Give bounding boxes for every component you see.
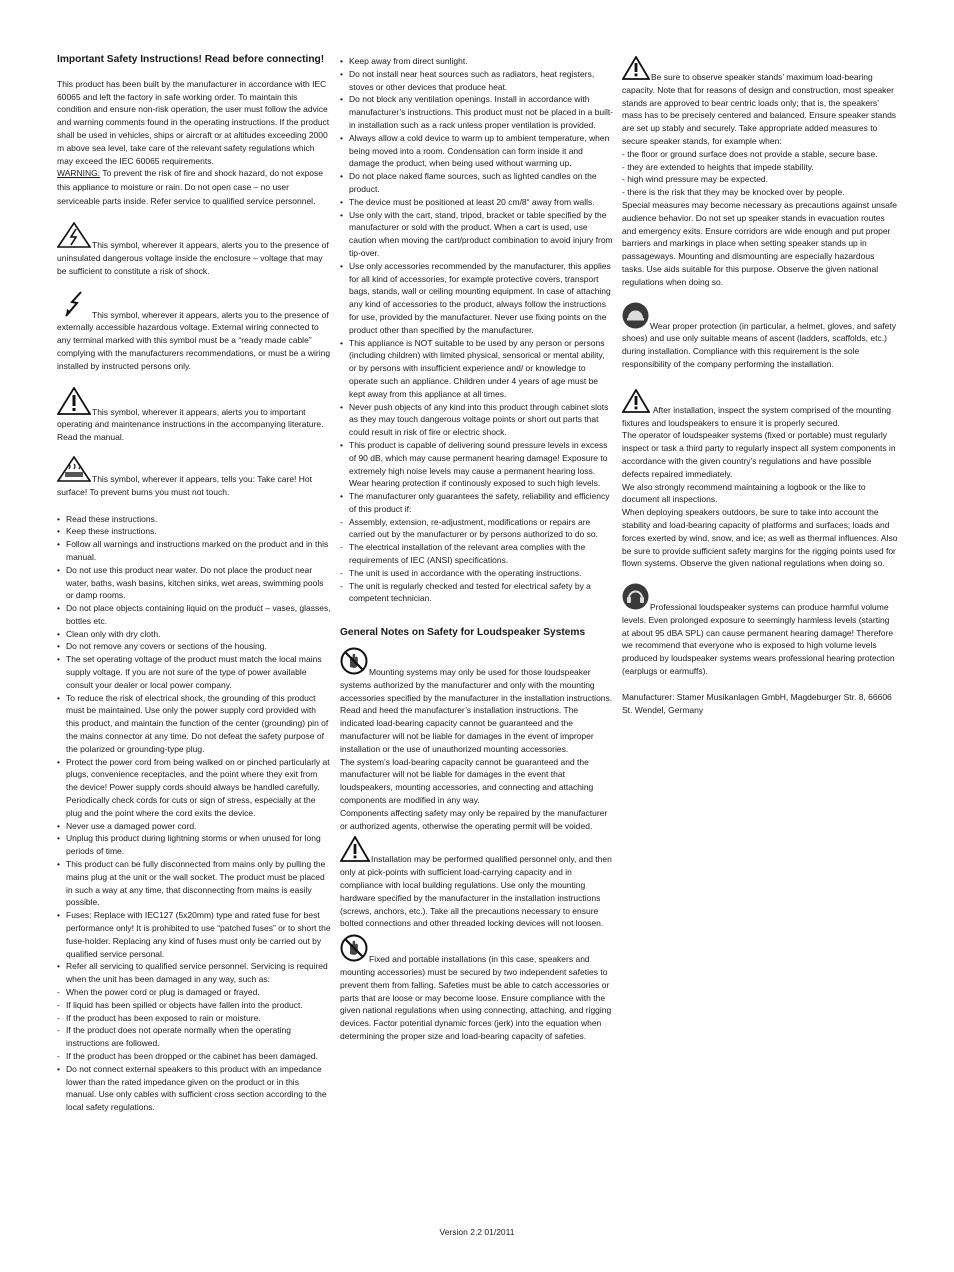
list-item: - high wind pressure may be expected. [622,174,769,185]
list-item: • The manufacturer only guarantees the safety, reliability and efficiency of this product if: [340,490,614,516]
list-item: • Never push objects of any kind into this product through cabinet slots as they may touch dangerous voltage points or short out parts that could result in risk of fire or electric shock. [340,401,614,439]
list-item: • Never use a damaged power cord. [57,820,331,833]
intro-paragraph: This product has been built by the manufacturer in accordance with IEC 60065 and left the factory in safe working order. To maintain this condition and ensure non-risk operation, the user must follow the advice and warning comments found in the operating instructions. If the product shall be used in vehicles, ships or aircraft or at altitudes exceeding 2000 m above sea level, take care of the relevant safety regulations which may exceed the IEC 60065 requirements. [57,78,330,166]
list-item: • Keep these instructions. [57,525,331,538]
symbol-hot-surface [57,456,331,499]
ear-protection-icon [622,583,649,614]
column-1 [57,52,331,1114]
list-item: • Read these instructions. [57,513,331,526]
list-item: - there is the risk that they may be knocked over by people. [622,187,845,198]
components-paragraph: Components affecting safety may only be repaired by the manufacturer or authorized agents, otherwise the operating permit will be voided. [340,807,608,831]
symbol-lightning-triangle [57,222,331,277]
list-item: • Protect the power cord from being walked on or pinched particularly at plugs, convenience receptacles, and the point where they exit from the device! Power supply cords should always be handled carefully. Periodically check cords for cuts or sign of stress, especially at the plug and the point where the cord exits the device. [57,756,331,820]
list-item: - The electrical installation of the relevant area complies with the requirements of IEC (ANSI) specifications. [340,542,586,566]
load-bearing-paragraph: The system’s load-bearing capacity cannot be guaranteed and the manufacturer will not be liable for damages in the event that loudspeakers, mounting accessories, and connecting and attaching components are modified in any way. [340,756,594,806]
list-item: • Clean only with dry cloth. [57,628,331,641]
no-hand-icon [340,647,368,679]
list-item: • To reduce the risk of electrical shock, the grounding of this product must be maintained. Use only the power supply cord provided with this product, and maintain the function of the center (grounding) pin of the mains connector at any time. Do not defeat the safety purpose of the polarized or grounding-type plug. [57,692,331,756]
list-item: - When the power cord or plug is damaged or frayed. [57,987,260,997]
paragraph-text: Fixed and portable installations (in this case, speakers and mounting accessories) must be secured by two independent safeties to prevent them from falling. Safeties must be able to catch accessories or parts that are loose or may become loose. Ensure compliance with the given national regulations when using connecting, attaching, and rigging devices. Factor potential dynamic forces (jerk) into the equation when determining the proper size and load-bearing capacity of safeties. [340,954,612,1041]
helmet-icon [622,302,649,333]
list-item: - The unit is used in accordance with the operating instructions. [340,567,582,578]
list-item: • Always allow a cold device to warm up to ambient temperature, when being moved into a room. Condensation can form inside it and damage the product, when being used without warming up. [340,132,614,170]
symbol-exclamation [57,387,331,444]
guarantee-dash-list [340,516,614,606]
volume-paragraph [622,583,898,678]
exclamation-triangle-icon [57,387,91,419]
safety-bullet-list-2 [340,55,614,516]
mounting-paragraph [340,647,614,756]
manufacturer-address: Manufacturer: Stamer Musikanlagen GmbH, Magdeburger Str. 8, 66606 St. Wendel, Germany [622,691,892,715]
paragraph-text: Professional loudspeaker systems can produce harmful volume levels. Even prolonged exposure to seemingly harmless levels (starting at about 95 dBA SPL) can cause permanent hearing damage! Therefore we recommend that everyone who is exposed to high volume levels produced by loudspeaker systems wears professional hearing protection (earplugs or earmuffs). [622,602,895,677]
symbol-text: This symbol, wherever it appears, alerts you to the presence of uninsulated dangerous voltage inside the enclosure – voltage that may be sufficient to constitute a risk of shock. [57,240,329,276]
list-item: - If the product does not operate normally when the operating instructions are followed. [57,1025,291,1049]
exclamation-triangle-icon [340,836,370,866]
list-item: - the floor or ground surface does not provide a stable, secure base. [622,148,878,159]
list-item: - they are extended to heights that impede stability. [622,161,814,172]
list-item: - The unit is regularly checked and tested for electrical safety by a competent technician. [340,580,591,604]
list-item: - If the product has been dropped or the cabinet has been damaged. [57,1050,318,1061]
symbol-text: This symbol, wherever it appears, tells you: Take care! Hot surface! To prevent burns you must not touch. [57,473,312,497]
paragraph-text: Be sure to observe speaker stands’ maximum load-bearing capacity. Note that for reasons of design and construction, most speaker stands are approved to bear centric loads only; that is, the speakers’ mass has to be precisely centered and balanced. Ensure speaker stands are set up stably and securely. Take appropriate added measures to secure speaker stands, for example when: [622,72,897,146]
list-item: • Use only accessories recommended by the manufacturer, this applies for all kind of accessories, for example protective covers, transport bags, stands, wall or ceiling mounting equipment. In case of attaching any kind of accessories to the product, always follow the instructions for use, provided by the manufacturer. Never use fixing points on the product other than specified by the manufacturer. [340,260,614,337]
stands-dash-list [622,148,898,199]
installation-paragraph [340,836,614,930]
list-item: - If the product has been exposed to rain or moisture. [57,1012,261,1023]
paragraph-text: Wear proper protection (in particular, a helmet, gloves, and safety shoes) and use only suitable means of ascent (ladders, scaffolds, etc.) during installation. Compliance with this requirement is the sole responsibility of the company performing the installation. [622,320,896,369]
exclamation-triangle-icon [622,56,650,84]
list-item: • Do not install near heat sources such as radiators, heat registers, stoves or other devices that produce heat. [340,68,614,94]
safety-bullet-list [57,513,331,986]
list-item: • The device must be positioned at least 20 cm/8“ away from walls. [340,196,614,209]
list-item: • Fuses: Replace with IEC127 (5x20mm) type and rated fuse for best performance only! It is prohibited to use “patched fuses” or to short the fuse-holder. Replacing any kind of fuses must only be carried out by qualified service personal. [57,909,331,960]
last-bullet-list [57,1063,331,1114]
list-item: - If liquid has been spilled or objects have fallen into the product. [57,999,303,1010]
list-item: • The set operating voltage of the product must match the local mains supply voltage. If you are not sure of the type of power available consult your dealer or local power company. [57,653,331,691]
stands-paragraph [622,56,898,148]
fixed-installation-paragraph [340,934,614,1043]
column-3 [622,56,898,716]
lightning-triangle-icon [57,222,91,252]
list-item: • This appliance is NOT suitable to be used by any person or persons (including children) with limited physical, sensorical or mental ability, or by persons with insufficient experience and/ or knowledge to operate such an appliance. Children under 4 years of age must be kept away from this appliance at all times. [340,337,614,401]
special-measures-paragraph: Special measures may become necessary as precautions against unsafe audience behavior. Do not set up speaker stands in evacuation routes and emergency exits. Ensure corridors are wide enough and put proper barriers and markings in place when setting speaker stands up in passageways. Mounting and dismounting are especially hazardous tasks. Use aids suitable for this purpose. Observe the given national regulations when doing so. [622,199,897,287]
safety-heading: Important Safety Instructions! Read before connecting! [57,54,325,65]
list-item: • This product can be fully disconnected from mains only by pulling the mains plug at the unit or the wall socket. The product must be placed in such a way at any time, that disconnecting from mains is easily possible. [57,858,331,909]
protection-paragraph [622,302,898,371]
list-item: • Do not place naked flame sources, such as lighted candles on the product. [340,170,614,196]
list-item: • This product is capable of delivering sound pressure levels in excess of 90 dB, which may cause permanent hearing damage! Exposure to extremely high noise levels may cause a permanent hearing loss. Wear hearing protection if continously exposed to such high levels. [340,439,614,490]
outdoors-paragraph: When deploying speakers outdoors, be sure to take into account the stability and load-bearing capacity of platforms and surfaces; loads and forces exerted by wind, snow, and ice; as well as thermal influences. Also be sure to provide sufficient safety margins for the rigging points used for flown systems. Observe the given national regulations when doing so. [622,507,898,569]
warning-text: To prevent the risk of fire and shock hazard, do not expose this appliance to moisture or rain. Do not open case – no user serviceable parts inside. Refer service to qualified service personnel. [57,168,324,206]
list-item: • Do not connect external speakers to this product with an impedance lower than the rated impedance given on the product or in this manual. Use only cables with sufficient cross section according to the local safety regulations. [57,1063,331,1114]
list-item: • Refer all servicing to qualified service personnel. Servicing is required when the unit has been damaged in any way, such as: [57,960,331,986]
list-item: • Follow all warnings and instructions marked on the product and in this manual. [57,538,331,564]
list-item: • Do not remove any covers or sections of the housing. [57,640,331,653]
list-item: - Assembly, extension, re-adjustment, modifications or repairs are carried out by the manufacturer or by persons authorized to do so. [340,516,598,540]
warning-label: WARNING: [57,168,101,179]
list-item: • Do not place objects containing liquid on the product – vases, glasses, bottles etc. [57,602,331,628]
lightning-bolt-icon [62,290,84,322]
operator-paragraph: The operator of loudspeaker systems (fixed or portable) must regularly inspect or task a third party to regularly inspect all system components in accordance with the given country’s regulations and have possible defects repaired immediately. [622,430,896,479]
servicing-dash-list [57,986,331,1063]
paragraph-text: After installation, inspect the system comprised of the mounting fixtures and loudspeakers to ensure it is properly secured. [622,404,892,428]
list-item: • Use only with the cart, stand, tripod, bracket or table specified by the manufacturer or sold with the product. When a cart is used, use caution when moving the cart/product combination to avoid injury from tip-over. [340,209,614,260]
hot-surface-icon [57,456,91,486]
inspection-paragraph [622,389,898,430]
warning-paragraph [57,167,331,208]
exclamation-triangle-icon [622,389,650,417]
list-item: • Keep away from direct sunlight. [340,55,614,68]
logbook-paragraph: We also strongly recommend maintaining a logbook or the like to document all inspections. [622,481,866,505]
no-hand-icon [340,934,368,966]
symbol-lightning-bolt [57,290,331,373]
paragraph-text: Installation may be performed qualified personnel only, and then only at pick-points with sufficient load-carrying capacity and in compliance with local building regulations. Use only the mounting hardware specified by the manufacturer in the installation instructions (screws, anchors, etc.). Take all the precautions necessary to ensure bolted connections and other threaded locking devices will not loosen. [340,854,612,929]
list-item: • Do not use this product near water. Do not place the product near water, baths, wash basins, kitchen sinks, wet areas, swimming pools or damp rooms. [57,564,331,602]
symbol-text: This symbol, wherever it appears, alerts you to the presence of externally accessible hazardous voltage. External wiring connected to any terminal marked with this symbol must be a “ready made cable” complying with the manufacturers recommendations, or must be a wiring installed by instructed persons only. [57,309,331,371]
paragraph-text: Mounting systems may only be used for those loudspeaker systems authorized by the manufacturer and only with the mounting accessories specified by the manufacturer in the installation instructions. Read and heed the manufacturer’s installation instructions. The indicated load-bearing capacity cannot be guaranteed and the manufacturer will not be liable for damages in the event of improper installation or the use of unauthorized mounting accessories. [340,667,613,754]
list-item: • Unplug this product during lightning storms or when unused for long periods of time. [57,832,331,858]
loudspeaker-heading: General Notes on Safety for Loudspeaker Systems [340,627,586,639]
symbol-text: This symbol, wherever it appears, alerts you to important operating and maintenance instructions in the accompanying literature. Read the manual. [57,406,324,443]
list-item: • Do not block any ventilation openings. Install in accordance with manufacturer’s instructions. This product must not be placed in a built-in installation such as a rack unless proper ventilation is provided. [340,93,614,131]
column-2 [340,55,614,1043]
version-footer: Version 2.2 01/2011 [439,1227,515,1237]
